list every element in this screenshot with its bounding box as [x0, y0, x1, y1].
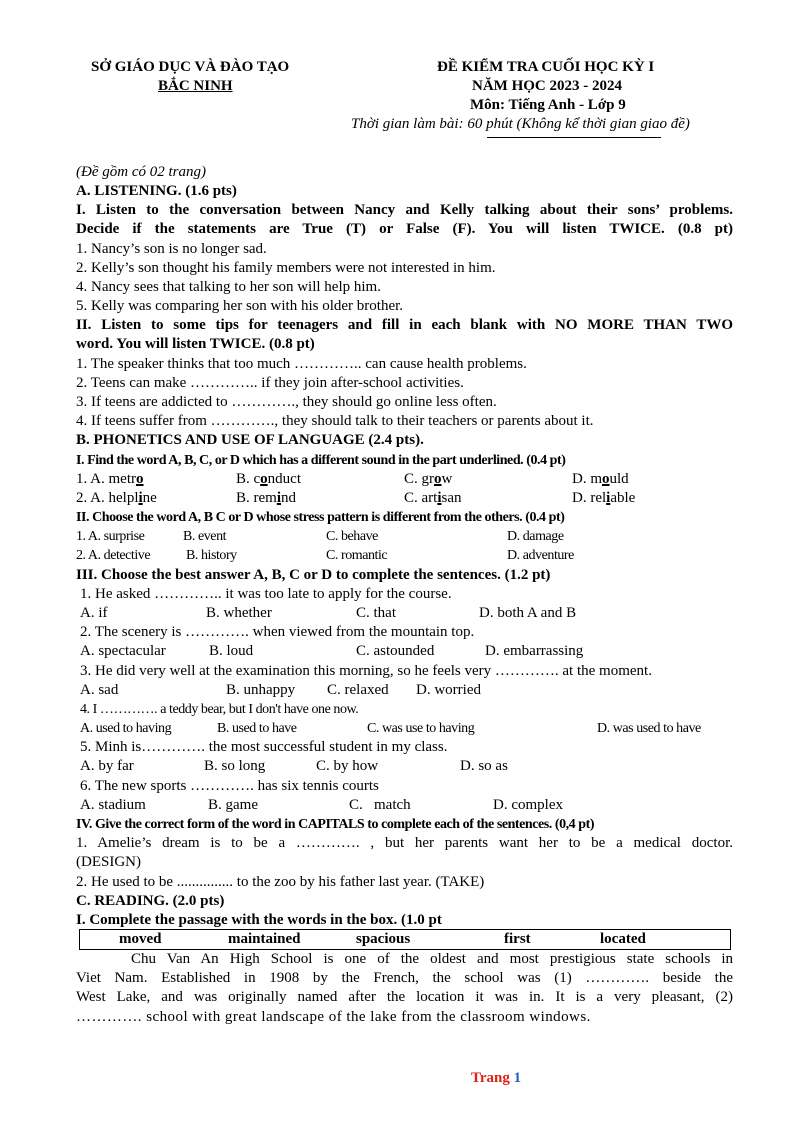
passage-line: …………. school with great landscape of the lake from the classroom windows.: [76, 1009, 591, 1025]
province-name: BẮC NINH: [158, 78, 233, 94]
passage-line: West Lake, and was originally named after the location it was in. It is a very pleasant, (2): [76, 989, 733, 1005]
subject-line: Môn: Tiếng Anh - Lớp 9: [470, 97, 626, 113]
mc-option-b: B. so long: [204, 758, 266, 774]
mc-option-b: B. game: [208, 797, 258, 813]
header-divider: [487, 137, 661, 138]
stress-q1-b: B. event: [183, 529, 227, 544]
mc-option-c: C. relaxed: [327, 682, 389, 698]
pron-q2-b: B. remind: [236, 490, 296, 506]
mc-option-a: A. if: [80, 605, 108, 621]
pron-q1-b: B. conduct: [236, 471, 301, 487]
word-form-q1: 1. Amelie’s dream is to be a …………. , but her parents want her to be a medical doctor.: [76, 835, 733, 851]
pron-q1-a: 1. A. metro: [76, 471, 144, 487]
section-b-title: B. PHONETICS AND USE OF LANGUAGE (2.4 pts).: [76, 432, 424, 448]
box-word: located: [600, 931, 646, 947]
phonetics-part2-instruction: II. Choose the word A, B C or D whose stress pattern is different from the others. (0.4 pt): [76, 510, 565, 525]
mc-option-a: A. by far: [80, 758, 134, 774]
pron-q1-c: C. grow: [404, 471, 453, 487]
box-word: moved: [119, 931, 162, 947]
exam-title: ĐỀ KIỂM TRA CUỐI HỌC KỲ I: [437, 59, 655, 75]
stress-q1-a: 1. A. surprise: [76, 529, 145, 544]
mc-question: 4. I …………. a teddy bear, but I don't have one now.: [80, 702, 359, 717]
time-allowed: Thời gian làm bài: 60 phút (Không kể thời gian giao đề): [351, 116, 690, 132]
fill-item: 2. Teens can make ………….. if they join after-school activities.: [76, 375, 464, 391]
stress-q1-c: C. behave: [326, 529, 378, 544]
stress-q2-b: B. history: [186, 548, 237, 563]
stress-q2-a: 2. A. detective: [76, 548, 151, 563]
mc-option-d: D. was used to have: [597, 721, 701, 736]
phonetics-part1-instruction: I. Find the word A, B, C, or D which has a different sound in the part underlined. (0.4 pt): [76, 453, 566, 468]
pron-q2-d: D. reliable: [572, 490, 636, 506]
mc-option-d: D. so as: [460, 758, 508, 774]
mc-option-b: B. used to have: [217, 721, 297, 736]
school-year: NĂM HỌC 2023 - 2024: [472, 78, 622, 94]
pron-q2-c: C. artisan: [404, 490, 462, 506]
fill-item: 3. If teens are addicted to …………., they should go online less often.: [76, 394, 497, 410]
mc-option-d: D. embarrassing: [485, 643, 584, 659]
fill-item: 1. The speaker thinks that too much ………….. can cause health problems.: [76, 356, 527, 372]
mc-question: 3. He did very well at the examination this morning, so he feels very …………. at the moment.: [80, 663, 652, 679]
section-a-title: A. LISTENING. (1.6 pts): [76, 183, 237, 199]
mc-option-b: B. unhappy: [226, 682, 296, 698]
listening-part1-instruction-1: I. Listen to the conversation between Nancy and Kelly talking about their sons’ problems.: [76, 202, 733, 218]
mc-question: 2. The scenery is …………. when viewed from the mountain top.: [80, 624, 475, 640]
mc-option-c: C. was use to having: [367, 721, 475, 736]
tf-item: 1. Nancy’s son is no longer sad.: [76, 241, 267, 257]
word-form-q2: 2. He used to be ............... to the zoo by his father last year. (TAKE): [76, 874, 485, 890]
mc-option-c: C. by how: [316, 758, 379, 774]
box-word: maintained: [228, 931, 301, 947]
passage-line: Chu Van An High School is one of the oldest and most prestigious state schools in: [131, 951, 733, 967]
listening-part2-instruction-2: word. You will listen TWICE. (0.8 pt): [76, 336, 315, 352]
page-label: Trang: [471, 1070, 510, 1086]
stress-q1-d: D. damage: [507, 529, 564, 544]
pron-q2-a: 2. A. helpline: [76, 490, 157, 506]
stress-q2-c: C. romantic: [326, 548, 388, 563]
mc-option-a: A. stadium: [80, 797, 146, 813]
mc-option-b: B. whether: [206, 605, 272, 621]
mc-option-d: D. both A and B: [479, 605, 577, 621]
mc-option-a: A. sad: [80, 682, 119, 698]
dept-name: SỞ GIÁO DỤC VÀ ĐÀO TẠO: [91, 59, 290, 75]
page-count-note: (Đề gồm có 02 trang): [76, 164, 206, 180]
box-word: spacious: [356, 931, 411, 947]
mc-option-c: C. astounded: [356, 643, 435, 659]
box-word: first: [504, 931, 531, 947]
mc-option-a: A. spectacular: [80, 643, 166, 659]
mc-option-c: C. match: [349, 797, 411, 813]
passage-line: Viet Nam. Established in 1908 by the French, the school was (1) …………. beside the: [76, 970, 733, 986]
grammar-part3-instruction: III. Choose the best answer A, B, C or D to complete the sentences. (1.2 pt): [76, 567, 551, 583]
reading-part1-instruction: I. Complete the passage with the words in the box. (1.0 pt: [76, 912, 442, 928]
page-number: 1: [513, 1070, 522, 1086]
stress-q2-d: D. adventure: [507, 548, 574, 563]
mc-question: 6. The new sports …………. has six tennis courts: [80, 778, 379, 794]
word-box: [79, 929, 731, 950]
tf-item: 4. Nancy sees that talking to her son will help him.: [76, 279, 381, 295]
section-c-title: C. READING. (2.0 pts): [76, 893, 225, 909]
word-form-q1-cue: (DESIGN): [76, 854, 141, 870]
mc-option-d: D. worried: [416, 682, 481, 698]
listening-part2-instruction-1: II. Listen to some tips for teenagers and fill in each blank with NO MORE THAN TWO: [76, 317, 733, 333]
mc-option-b: B. loud: [209, 643, 254, 659]
tf-item: 2. Kelly’s son thought his family members were not interested in him.: [76, 260, 496, 276]
page-footer: [471, 1070, 521, 1087]
mc-option-d: D. complex: [493, 797, 563, 813]
tf-item: 5. Kelly was comparing her son with his older brother.: [76, 298, 404, 314]
listening-part1-instruction-2: Decide if the statements are True (T) or False (F). You will listen TWICE. (0.8 pt): [76, 221, 733, 237]
mc-question: 1. He asked ………….. it was too late to apply for the course.: [80, 586, 452, 602]
pron-q1-d: D. mould: [572, 471, 629, 487]
mc-option-a: A. used to having: [80, 721, 172, 736]
fill-item: 4. If teens suffer from …………., they should talk to their teachers or parents about it.: [76, 413, 594, 429]
word-form-instruction: IV. Give the correct form of the word in CAPITALS to complete each of the sentences. (0,4 pt): [76, 817, 595, 832]
mc-option-c: C. that: [356, 605, 396, 621]
mc-question: 5. Minh is…………. the most successful student in my class.: [80, 739, 448, 755]
